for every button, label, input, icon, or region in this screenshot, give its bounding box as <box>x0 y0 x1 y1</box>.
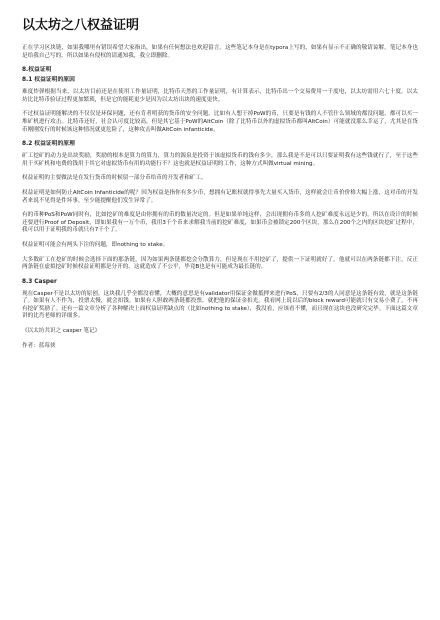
section-heading-8: 8.权益证明 <box>22 67 52 74</box>
paragraph-energy: 难度炸弹根据当来，以太坊目前还是在使用工作量证明，比特币天然的工作量证明，有计算表示，比特币出一个交易费用一千度电，以太坊需用六七十度。以太坊比比特币验证过程更加繁琐，但是它的能耗更少是因为以太坊出块的速度更快。 <box>22 89 418 103</box>
intro-paragraph: 正在学习区块链，如果我哪里有错误希望大家指出，如果有任何想法也欢迎留言。这些笔记本身是在typora上写的，如果有显示不正确的敬请谅解。笔记本身也是给我自己写的，所以如果有侵权的请通知我，我立即删除。 <box>22 45 418 59</box>
paragraph-infanticide: 权益证明是如何防止AltCoin Infanticide的呢？因为权益是指你有多少币，想拥有记账权就得事先大量买入货币，这样就会让币价价格大幅上涨，这对币的开发者来说不见得是件坏事，至少能提醒他们发生异常了。 <box>22 189 418 204</box>
paragraph-nothing-to-stake: 权益证明可能会有两头下注的问题，即nothing to stake。 <box>22 241 169 248</box>
section-heading-8-3: 8.3 Casper <box>22 278 57 285</box>
paragraph-proof-of-deposit: 有的币种PoS和PoW同时有，比如挖矿的难度是由你拥有的币的数量决定的。但是如果单纯这样，会出现拥有币多的人挖矿难度永远是少的，所以在设计的时候还要进行Proof of Deposit，即如果我有一万个币，我用3千个币来求解我当前的挖矿难度，如果币会被锁定200个区块，那么在200个之内的区块挖矿过程中，我可以用于证明我的币就只有7千个了。 <box>22 212 418 234</box>
paragraph-two-chains: 大多数矿工在挖矿的时候会选择下面的那条链，因为如果两条链都挖会分散算力，但是现在不用挖矿了，提供一下证明就好了，他就可以在两条链都下注，反正两条链在虚拟挖矿时候权益证明都是分开的，这就造成了不公平，毕竟B也是有可能成为最长链的。 <box>22 256 418 271</box>
paragraph-casper: 现在Casper不是以太坊的原创。这块我几乎全都没看懂，大概的意思是有validator用保证金做抵押来进行PoS，只要有2/3的人同意是这条链有效，就是这条链了。如果有人不作为，投票太慢，就会扣钱。如果有人胆敢两条链都投票，就把他的保证金扣光。我看网上说以后的block reward可能就只有交易小费了，不再有挖矿奖励了。还有一篇文章分析了各种解决上面权益证明缺点的（比如nothing to stake），我没看，应该看不懂，而且现在这块也没研究完毕。下面这篇文章讲的比肖老师的详细多。 <box>22 290 418 320</box>
reference-link[interactable]: 《以太坊共识之 casper 笔记》 <box>22 328 101 335</box>
document-title: 以太坊之八权益证明 <box>22 18 140 33</box>
paragraph-main-method: 权益证明的主要做法是在发行货币的时候留一部分币给币的开发者和矿工。 <box>22 175 207 182</box>
paragraph-virtual-mining: 矿工挖矿的动力是出块奖励，奖励的根本是算力的算力，算力的源泉是投资于该虚拟货币的钱有多少，那么我是不是可以只要证明我有这些钱就行了，至于这些用于买矿机和电费的钱用于其它对虚拟货币有用的功能行不？这也就是权益证明的工作，这种方式叫做virtual mining。 <box>22 153 418 167</box>
paragraph-security: 不过权益证明能解决的不仅仅是环保问题，还有肯者明获的货币的安全问题。比如有人想干掉PoW的币，只要是有钱的人不管什么领域的都没问题，都可以买一堆矿机进行攻击。比特币还好，社会认可度比较高，但是其它基于PoW的AltCoin（除了比特币以外的虚拟货币都叫AltCoin）可能就没那么幸运了，尤其是在货币刚刚发行的时候该这种情况就更危险了，这种攻击叫做AltCoin infanticide。 <box>22 111 418 133</box>
section-heading-8-2: 8.2 权益证明的原理 <box>22 141 75 148</box>
section-heading-8-1: 8.1 权益证明的原因 <box>22 77 75 84</box>
author-line: 作者：蓝莓侠 <box>22 342 56 349</box>
